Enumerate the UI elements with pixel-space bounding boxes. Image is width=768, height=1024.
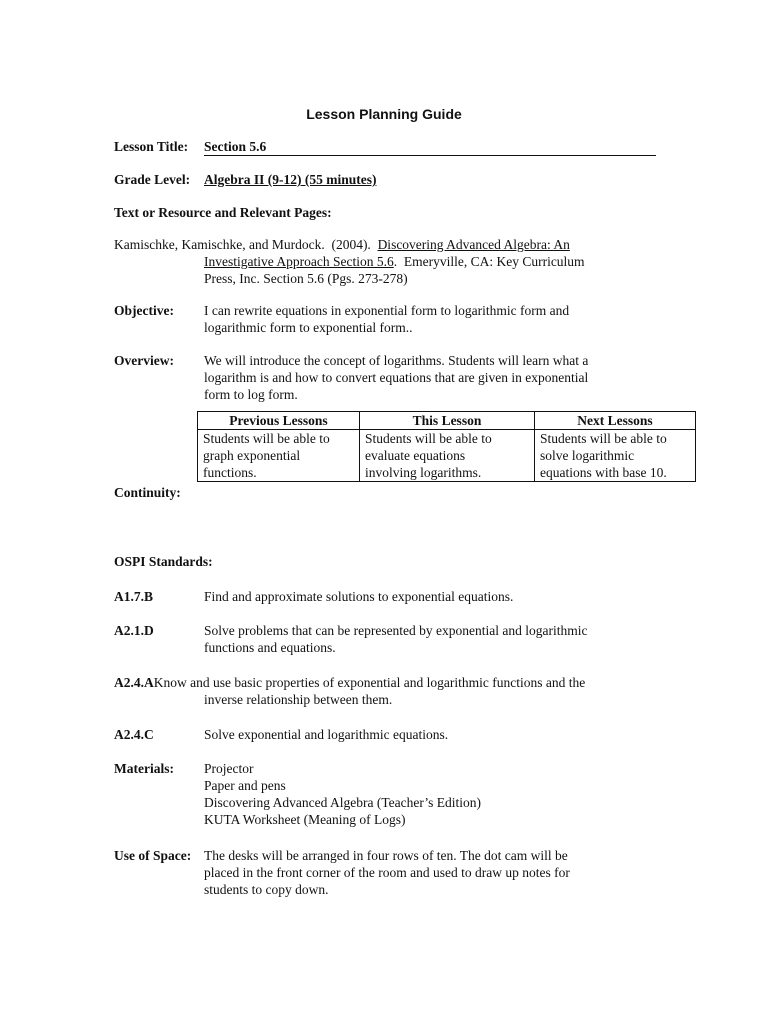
objective-line2: logarithmic form to exponential form.. bbox=[204, 320, 413, 335]
resource-authors: Kamischke, Kamischke, and Murdock. (2004). bbox=[114, 237, 378, 252]
objective-line1: I can rewrite equations in exponential form to logarithmic form and bbox=[204, 303, 570, 318]
materials-item-worksheet: KUTA Worksheet (Meaning of Logs) bbox=[204, 812, 406, 827]
cell-line: solve logarithmic bbox=[540, 448, 635, 463]
use-of-space-line1: The desks will be arranged in four rows of ten. The dot cam will be bbox=[204, 848, 568, 863]
standard-code: A1.7.B bbox=[114, 589, 154, 604]
cell-previous-lessons bbox=[198, 430, 360, 482]
resource-publisher-line2: Press, Inc. Section 5.6 (Pgs. 273-278) bbox=[204, 271, 408, 286]
lesson-title-label: Lesson Title: bbox=[114, 139, 189, 154]
standard-text-cont: functions and equations. bbox=[204, 640, 336, 655]
lesson-title-value: Section 5.6 bbox=[204, 139, 267, 154]
cell-line: evaluate equations bbox=[365, 448, 466, 463]
overview-line3: form to log form. bbox=[204, 387, 298, 402]
use-of-space-line3: students to copy down. bbox=[204, 882, 329, 897]
standard-code: A2.4.C bbox=[114, 727, 154, 742]
cell-line: Students will be able to bbox=[540, 431, 667, 446]
resource-heading: Text or Resource and Relevant Pages: bbox=[114, 205, 332, 220]
standard-text-cont: inverse relationship between them. bbox=[204, 692, 393, 707]
ospi-heading: OSPI Standards: bbox=[114, 554, 213, 569]
document-title: Lesson Planning Guide bbox=[306, 106, 462, 122]
lesson-title-underline bbox=[204, 138, 656, 156]
header-this-lesson: This Lesson bbox=[360, 412, 535, 430]
cell-line: involving logarithms. bbox=[365, 465, 482, 480]
standard-code: A2.1.D bbox=[114, 623, 154, 638]
resource-book-title-line1: Discovering Advanced Algebra: An bbox=[377, 237, 570, 252]
use-of-space-line2: placed in the front corner of the room and used to draw up notes for bbox=[204, 865, 570, 880]
cell-next-lessons bbox=[535, 430, 696, 482]
cell-line: Students will be able to bbox=[365, 431, 492, 446]
materials-item-textbook: Discovering Advanced Algebra (Teacher’s Edition) bbox=[204, 795, 481, 810]
grade-level-value: Algebra II (9-12) (55 minutes) bbox=[204, 172, 377, 187]
resource-book-title-line2: Investigative Approach Section 5.6 bbox=[204, 254, 394, 269]
standard-code: A2.4.A bbox=[114, 675, 154, 690]
standard-text: Solve exponential and logarithmic equations. bbox=[204, 727, 449, 742]
overview-line2: logarithm is and how to convert equations that are given in exponential bbox=[204, 370, 589, 385]
standard-text: Know and use basic properties of exponential and logarithmic functions and the bbox=[153, 675, 586, 690]
continuity-table-header-row bbox=[198, 412, 696, 430]
overview-label: Overview: bbox=[114, 353, 174, 368]
objective-label: Objective: bbox=[114, 303, 174, 318]
continuity-label: Continuity: bbox=[114, 485, 181, 500]
cell-line: Students will be able to bbox=[203, 431, 330, 446]
standard-text: Solve problems that can be represented by exponential and logarithmic bbox=[204, 623, 588, 638]
use-of-space-label: Use of Space: bbox=[114, 848, 192, 863]
cell-line: graph exponential bbox=[203, 448, 301, 463]
resource-citation-line2 bbox=[204, 253, 585, 270]
cell-line: equations with base 10. bbox=[540, 465, 667, 480]
materials-item-paper: Paper and pens bbox=[204, 778, 286, 793]
standard-a24a-line bbox=[114, 674, 585, 691]
continuity-table-row bbox=[198, 430, 696, 482]
materials-label: Materials: bbox=[114, 761, 174, 776]
resource-publisher-line1: . Emeryville, CA: Key Curriculum bbox=[393, 254, 585, 269]
overview-line1: We will introduce the concept of logarithms. Students will learn what a bbox=[204, 353, 589, 368]
cell-line: functions. bbox=[203, 465, 257, 480]
cell-this-lesson bbox=[360, 430, 535, 482]
standard-text: Find and approximate solutions to exponential equations. bbox=[204, 589, 514, 604]
continuity-table bbox=[197, 411, 696, 482]
resource-citation-line1 bbox=[114, 236, 570, 253]
materials-item-projector: Projector bbox=[204, 761, 254, 776]
header-next-lessons: Next Lessons bbox=[535, 412, 696, 430]
grade-level-label: Grade Level: bbox=[114, 172, 191, 187]
header-previous-lessons: Previous Lessons bbox=[198, 412, 360, 430]
